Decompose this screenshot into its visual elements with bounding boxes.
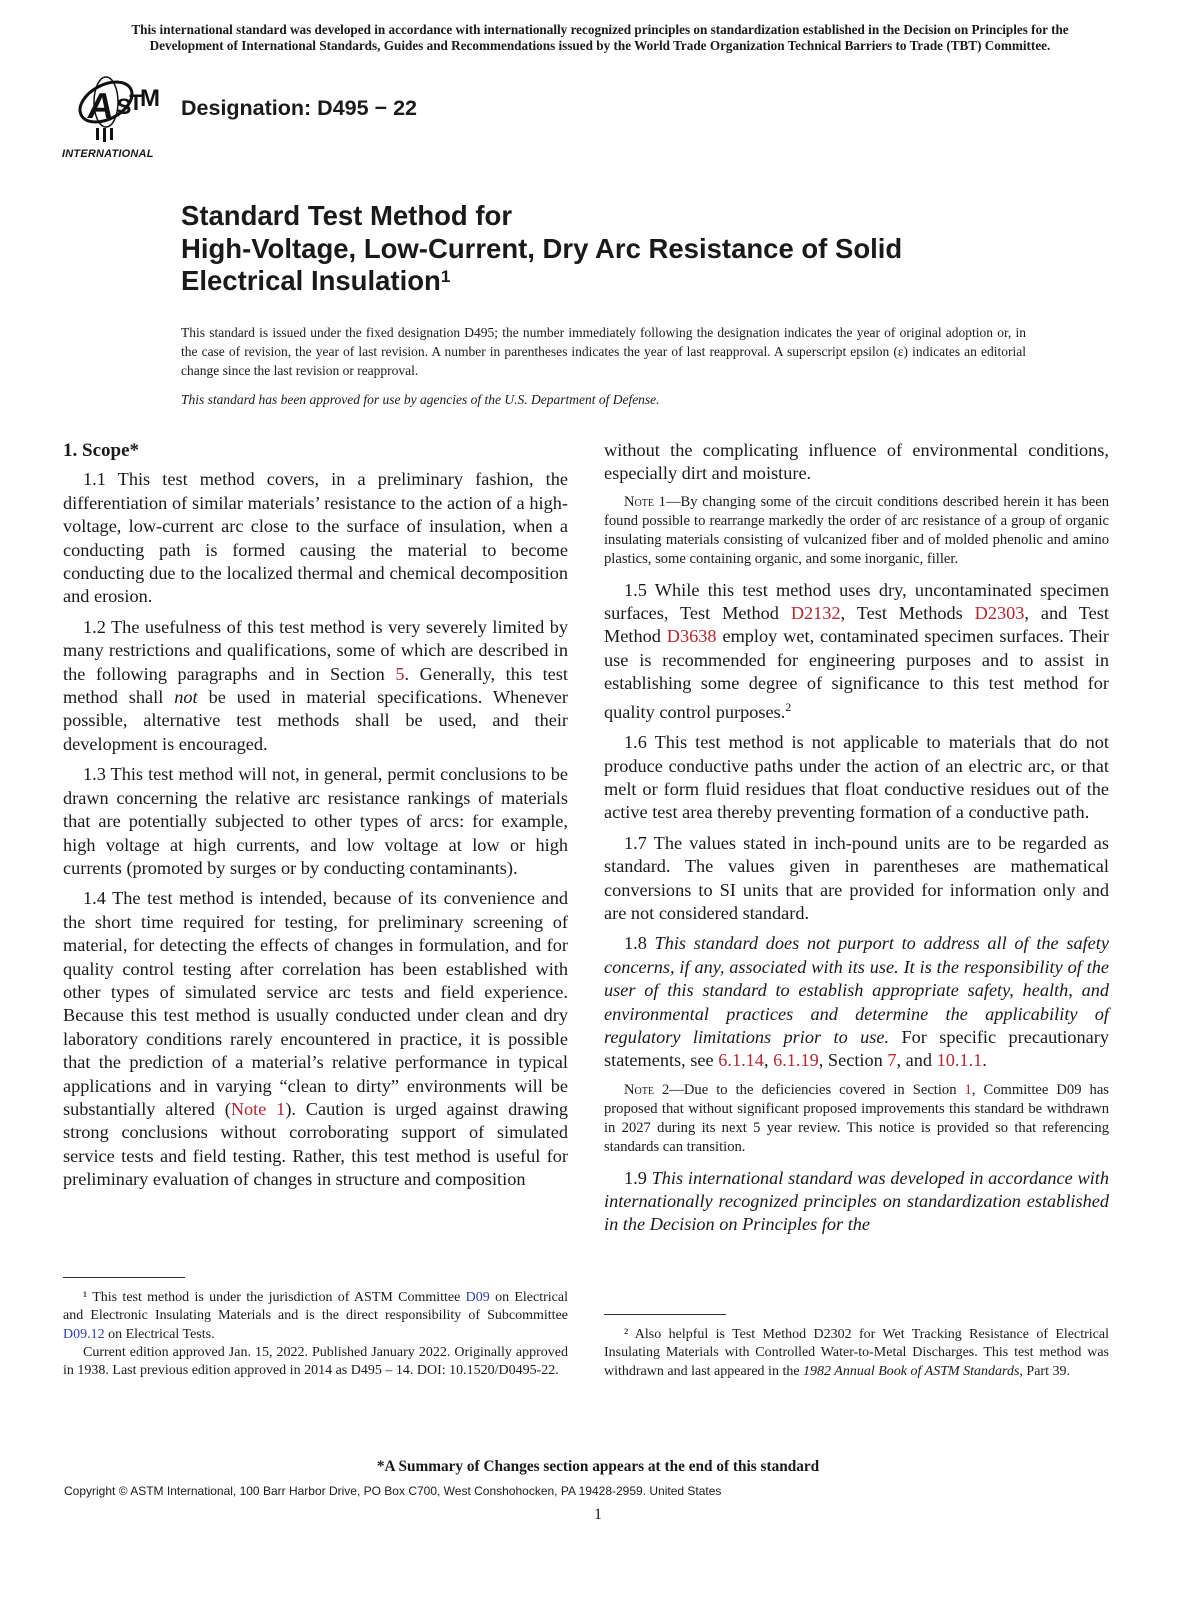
footnote-1-para1 (63, 1289, 568, 1344)
note-1 (604, 493, 1109, 570)
designation: Designation: D495 − 22 (181, 96, 417, 120)
para-1-4-a: 1.4 The test method is intended, because of its convenience and the short time required for testing, for preliminary screening of material, for detecting the effects of changes in formulation, and for quality control testing after correlation has been established with other types of simulated service arc tests and field experience. Because this test method is usually conducted under clean and dry laboratory conditions rarely encountered in practice, it is possible that the prediction of a material’s relative performance in typical applications and in varying “clean to dirty” environments will be substantially altered ( (63, 888, 568, 1119)
title-line3 (181, 265, 1081, 298)
footnote-1-c: on Electrical Tests. (104, 1326, 215, 1342)
section-1-heading: 1. Scope* (63, 440, 139, 461)
d2303-link[interactable]: D2303 (974, 603, 1025, 624)
para-1-4-b: ). Caution is urged against drawing strong conclusions without corroborating support of simulated service tests and field testing. Rather, this test method is useful for preliminary evaluation of changes in structure and composition (63, 1098, 569, 1190)
footnote-2 (604, 1326, 1109, 1381)
section-7-link[interactable]: 7 (887, 1050, 897, 1071)
copyright: Copyright © ASTM International, 100 Barr Harbor Drive, PO Box C700, West Conshohocken, PA 19428-2959. United States (64, 1484, 722, 1498)
para-1-4 (63, 887, 568, 1191)
footnote-2-end: , Part 39. (1019, 1363, 1070, 1379)
d3638-link[interactable]: D3638 (666, 626, 717, 647)
note-2-a: 2—Due to the deficiencies covered in Section (653, 1081, 965, 1098)
title-line3-text: Electrical Insulation (181, 265, 441, 296)
footnote-1-a: ¹ This test method is under the jurisdiction of ASTM Committee (83, 1290, 466, 1305)
footnote-2-text: ² Also helpful is Test Method D2302 for Wet Tracking Resistance of Electrical Insulating Materials with Controlled Water-to-Metal Discharges. This test method was withdrawn and last appeared in the (604, 1327, 1109, 1379)
section-6-1-14-link[interactable]: 6.1.14 (718, 1050, 764, 1071)
footnote-rule-right (604, 1314, 726, 1315)
title-line1: Standard Test Method for (181, 200, 513, 231)
section-10-1-1-link[interactable]: 10.1.1 (936, 1050, 983, 1071)
para-1-8-italic: This standard does not purport to address all of the safety concerns, if any, associated with its use. It is the responsibility of the user of this standard to establish appropriate safety, health, and environmental practices and determine the applicability of regulatory limitations prior to use. (604, 933, 1109, 1048)
page-number: 1 (594, 1506, 602, 1523)
note-2-label: Note (624, 1081, 654, 1098)
tbt-notice (60, 22, 1140, 54)
d2132-link[interactable]: D2132 (790, 603, 841, 624)
svg-text:T: T (129, 90, 143, 115)
para-1-9-num: 1.9 (624, 1167, 652, 1188)
para-1-5-b: , Test Methods (840, 603, 975, 624)
para-1-2-not: not (174, 687, 198, 708)
svg-text:S: S (116, 94, 132, 119)
tbt-notice-line2: Development of International Standards, Guides and Recommendations issued by the World Trade Organization Technical Barriers to Trade (TBT) Committee. (149, 38, 1051, 53)
para-1-9 (604, 1167, 1109, 1237)
svg-text:A: A (85, 85, 117, 126)
astm-logo (62, 70, 172, 165)
para-1-2-a: 1.2 The usefulness of this test method is very severely limited by many restrictions and qualifications, some of which are described in the following paragraphs and in Section (63, 616, 568, 684)
note-1-text: 1—By changing some of the circuit conditions described herein it has been found possible to rearrange markedly the order of arc resistance of a group of organic insulating materials consisting of vulcanized fiber and of molded phenolic and amino plastics, some containing organic, and some inorganic, filler. (604, 493, 1109, 568)
note-2 (604, 1081, 1109, 1158)
section-6-1-19-link[interactable]: 6.1.19 (773, 1050, 819, 1071)
title-line2: High-Voltage, Low-Current, Dry Arc Resistance of Solid (181, 232, 903, 264)
para-1-8-b: For specific precautionary statements, see (604, 1027, 1109, 1071)
footnote-2-para (604, 1326, 1109, 1381)
para-1-8-num: 1.8 (624, 933, 655, 954)
footnote-2-italic: 1982 Annual Book of ASTM Standards (803, 1363, 1020, 1379)
para-1-2 (63, 616, 568, 756)
para-1-8-e: . (982, 1050, 987, 1071)
para-1-8 (604, 932, 1109, 1072)
para-1-6: 1.6 This test method is not applicable to materials that do not produce conductive paths under the action of an electric arc, or that melt or form fluid residues that float conductive residues out of the active test area thereby preventing formation of a conductive path. (604, 732, 1109, 823)
title-footnote-ref[interactable]: 1 (440, 267, 451, 286)
logo-caption: INTERNATIONAL (62, 148, 154, 160)
para-1-5-a: 1.5 While this test method uses dry, uncontaminated specimen surfaces, Test Method (604, 579, 1109, 624)
section-5-link[interactable]: 5 (395, 663, 405, 684)
note-1-link[interactable]: Note 1 (230, 1098, 286, 1119)
para-1-8-sep1: , (763, 1050, 774, 1071)
para-1-5-d: employ wet, contaminated specimen surfaces. Their use is recommended for engineering purposes and to assist in establishing some degree of significance to this test method for quality control purposes. (604, 626, 1109, 722)
para-1-5 (604, 579, 1109, 725)
footnote-1-b: on Electrical and Electronic Insulating Materials and is the direct responsibility of Subcommittee (63, 1290, 568, 1324)
dod-approval: This standard has been approved for use by agencies of the U.S. Department of Defense. (181, 392, 660, 407)
right-column (604, 439, 1109, 1244)
svg-text:M: M (140, 85, 160, 112)
preamble: This standard is issued under the fixed designation D495; the number immediately following the designation indicates the year of original adoption or, in the case of revision, the year of last revision. A number in parentheses indicates the year of last reapproval. A superscript epsilon (ε) indicates an editorial change since the last revision or reapproval. (181, 325, 1026, 378)
para-1-1: 1.1 This test method covers, in a preliminary fashion, the differentiation of similar materials’ resistance to the action of a high-voltage, low-current arc close to the surface of insulation, when a conducting path is formed causing the material to become conducting due to the localized thermal and chemical decomposition and erosion. (63, 469, 568, 607)
footnote-rule-left (63, 1277, 185, 1278)
para-1-4-continued: without the complicating influence of environmental conditions, especially dirt and moisture. (604, 440, 1109, 484)
left-column (63, 439, 568, 1199)
note-1-label: Note (624, 493, 654, 510)
para-1-8-d: , and (896, 1050, 937, 1071)
para-1-8-c: , Section (818, 1050, 888, 1071)
tbt-notice-line1: This international standard was developed in accordance with internationally recognized principles on standardization established in the Decision on Principles for the (131, 22, 1069, 37)
footnote-1 (63, 1289, 568, 1380)
subcommittee-d09-12-link[interactable]: D09.12 (63, 1326, 105, 1342)
para-1-9-italic: This international standard was developed in accordance with internationally recognized principles on standardization established in the Decision on Principles for the (604, 1167, 1110, 1235)
para-1-2-c: be used in material specifications. Whenever possible, alternative test methods shall be used, and their development is encouraged. (63, 687, 568, 754)
document-title (181, 200, 1081, 298)
para-1-7: 1.7 The values stated in inch-pound units are to be regarded as standard. The values given in parentheses are mathematical conversions to SI units that are provided for information only and are not considered standard. (604, 832, 1109, 923)
para-1-2-b: . Generally, this test method shall (63, 663, 568, 708)
footnote-2-ref[interactable]: 2 (785, 699, 792, 714)
note-2-b: , Committee D09 has proposed that without significant proposed improvements this standard be withdrawn in 2027 during its next 5 year review. This notice is provided so that referencing standards can transition. (604, 1081, 1109, 1156)
para-1-3: 1.3 This test method will not, in general, permit conclusions to be drawn concerning the relative arc resistance rankings of materials that are potentially subjected to other types of arcs: for example, high voltage at high currents, and low voltage at low or high currents (promoted by surges or by conducting contaminants). (63, 764, 568, 878)
committee-d09-link[interactable]: D09 (465, 1290, 490, 1305)
section-1-link[interactable]: 1 (964, 1081, 972, 1098)
summary-of-changes-note: *A Summary of Changes section appears at the end of this standard (376, 1458, 820, 1475)
para-1-5-c: , and Test Method (604, 603, 1109, 647)
footnote-1-para2: Current edition approved Jan. 15, 2022. Published January 2022. Originally approved in 1938. Last previous edition approved in 2014 as D495 – 14. DOI: 10.1520/D0495-22. (63, 1344, 568, 1379)
